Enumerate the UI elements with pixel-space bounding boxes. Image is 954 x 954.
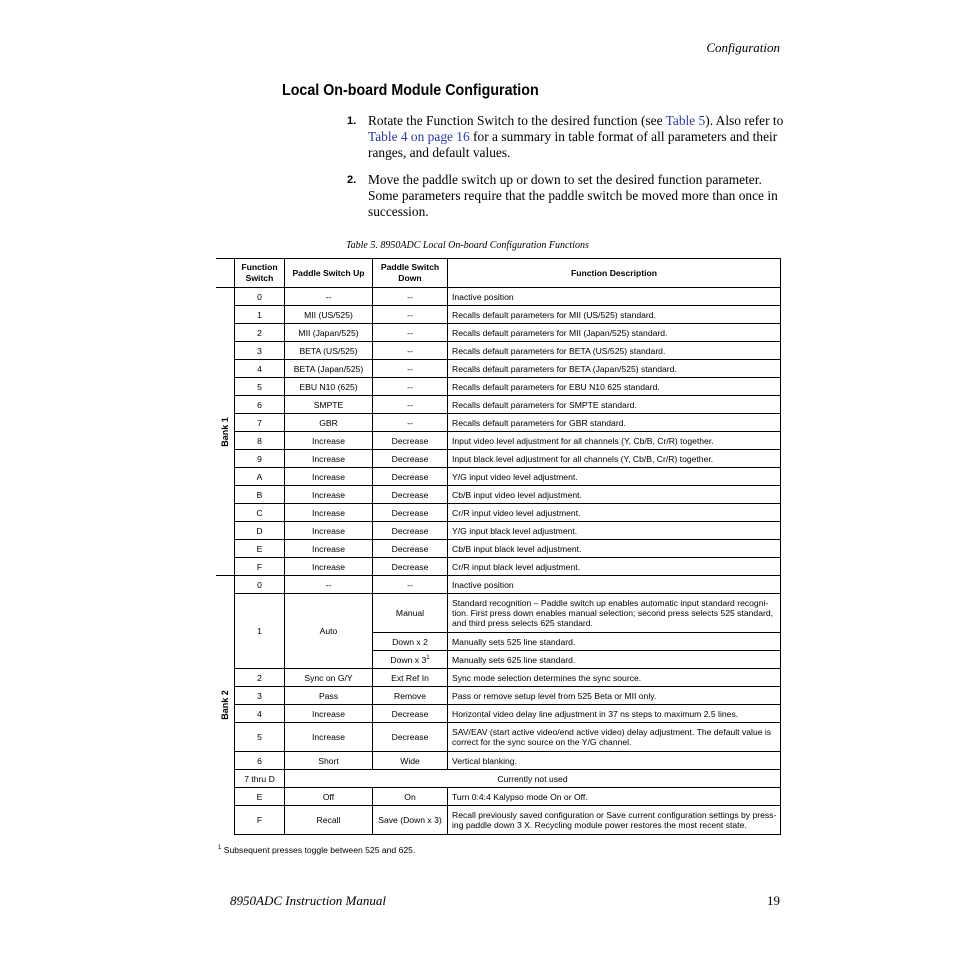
table-row [216,723,781,752]
description-cell: Y/G input black level adjustment. [448,522,781,540]
header-description: Function Description [448,259,781,288]
table-row [216,486,781,504]
table-row [216,576,781,594]
paddle-up-cell: Increase [285,468,373,486]
instruction-steps [347,113,787,231]
table-row [216,594,781,633]
step-2 [347,172,787,220]
description-cell: Inactive position [448,288,781,306]
description-cell: Standard recognition – Paddle switch up enables automatic input standard recogni-tion. First press down enables manual selection; second press selects 525 standard, and third press selects 625 standard. [448,594,781,633]
table-row [216,450,781,468]
paddle-down-cell: Wide [373,752,448,770]
bank-1-label: Bank 1 [220,416,230,447]
paddle-up-cell: BETA (Japan/525) [285,360,373,378]
switch-cell: 8 [235,432,285,450]
table-header-row [216,259,781,288]
paddle-up-cell: Pass [285,687,373,705]
bank-header-spacer [216,259,235,288]
paddle-up-cell: MII (Japan/525) [285,324,373,342]
table-row [216,806,781,835]
paddle-down-cell: Decrease [373,432,448,450]
paddle-down-cell: -- [373,324,448,342]
table-row [216,669,781,687]
step-text: Rotate the Function Switch to the desired function (see [368,113,666,128]
paddle-up-cell: Increase [285,705,373,723]
paddle-down-cell: Decrease [373,723,448,752]
description-cell: SAV/EAV (start active video/end active video) delay adjustment. The default value is correct for the sync source on the Y/G channel. [448,723,781,752]
description-cell: Pass or remove setup level from 525 Beta or MII only. [448,687,781,705]
paddle-up-cell: Increase [285,450,373,468]
paddle-down-cell: -- [373,414,448,432]
switch-cell: 3 [235,687,285,705]
table-caption: Table 5. 8950ADC Local On-board Configuration Functions [346,240,589,251]
switch-cell: 2 [235,669,285,687]
table-5-link[interactable]: Table 5 [665,113,706,128]
switch-cell: F [235,558,285,576]
switch-cell: 1 [235,594,285,669]
switch-cell: 0 [235,576,285,594]
description-cell: Manually sets 625 line standard. [448,651,781,669]
paddle-up-cell: Auto [285,594,373,669]
switch-cell: 9 [235,450,285,468]
paddle-up-cell: Increase [285,504,373,522]
table-row [216,414,781,432]
description-cell: Recalls default parameters for EBU N10 625 standard. [448,378,781,396]
table-row [216,342,781,360]
step-1 [347,113,787,161]
step-number: 2. [347,174,357,186]
paddle-down-cell: -- [373,360,448,378]
description-cell: Turn 0:4:4 Kalypso mode On or Off. [448,788,781,806]
description-cell: Manually sets 525 line standard. [448,633,781,651]
page-number: 19 [767,893,780,908]
bank-2-rows [216,576,781,835]
description-cell: Sync mode selection determines the sync source. [448,669,781,687]
bank-2-label: Bank 2 [220,690,230,720]
paddle-down-cell: Decrease [373,558,448,576]
table-row [216,687,781,705]
paddle-down-cell: Decrease [373,540,448,558]
switch-cell: A [235,468,285,486]
table-row [216,396,781,414]
switch-cell: 5 [235,723,285,752]
switch-cell: D [235,522,285,540]
footnote-mark: 1 [218,845,222,852]
paddle-up-cell: Short [285,752,373,770]
description-cell: Recalls default parameters for GBR standard. [448,414,781,432]
configuration-table-wrapper [216,258,781,835]
switch-cell: 3 [235,342,285,360]
paddle-up-cell: Increase [285,558,373,576]
paddle-up-cell: Increase [285,522,373,540]
switch-cell: 4 [235,360,285,378]
switch-cell: F [235,806,285,835]
paddle-down-cell: -- [373,378,448,396]
description-cell: Recall previously saved configuration or Save current configuration settings by press-ing paddle down 3 X. Recycling module power restores the most recent state. [448,806,781,835]
switch-cell: 0 [235,288,285,306]
switch-cell: C [235,504,285,522]
paddle-down-cell: -- [373,576,448,594]
paddle-up-cell: Increase [285,540,373,558]
paddle-up-cell: Increase [285,723,373,752]
paddle-down-cell: -- [373,288,448,306]
table-4-link[interactable]: Table 4 on page 16 [368,129,470,144]
step-number: 1. [347,115,357,127]
paddle-up-cell: -- [285,576,373,594]
bank-2-cell [216,576,235,835]
paddle-down-cell: On [373,788,448,806]
switch-cell: 6 [235,396,285,414]
switch-cell: E [235,540,285,558]
table-row [216,788,781,806]
table-row [216,468,781,486]
table-row [216,705,781,723]
step-text: for a summary in table format of all parameters and their ranges, and default values. [368,129,778,160]
table-row [216,540,781,558]
switch-cell: 2 [235,324,285,342]
paddle-up-cell: Sync on G/Y [285,669,373,687]
paddle-up-cell: BETA (US/525) [285,342,373,360]
description-cell: Recalls default parameters for MII (Japan/525) standard. [448,324,781,342]
paddle-down-cell: Save (Down x 3) [373,806,448,835]
paddle-down-cell: Down x 2 [373,633,448,651]
paddle-down-cell: -- [373,342,448,360]
description-cell: Input black level adjustment for all channels (Y, Cb/B, Cr/R) together. [448,450,781,468]
description-cell: Y/G input video level adjustment. [448,468,781,486]
paddle-down-cell: Decrease [373,450,448,468]
description-cell: Horizontal video delay line adjustment in 37 ns steps to maximum 2.5 lines. [448,705,781,723]
paddle-down-text: Down x 3 [390,654,427,665]
table-row [216,432,781,450]
header-paddle-up: Paddle Switch Up [285,259,373,288]
paddle-down-cell: -- [373,396,448,414]
description-cell: Vertical blanking. [448,752,781,770]
step-text: Move the paddle switch up or down to set the desired function parameter. Some parameters require that the paddle switch be moved more than once in succession. [368,172,778,219]
paddle-up-cell: -- [285,288,373,306]
paddle-up-cell: SMPTE [285,396,373,414]
bank-1-rows [216,288,781,576]
table-row [216,522,781,540]
description-cell: Cr/R input video level adjustment. [448,504,781,522]
table-row [216,360,781,378]
description-cell: Cb/B input video level adjustment. [448,486,781,504]
paddle-up-cell: Recall [285,806,373,835]
description-cell: Currently not used [285,770,781,788]
paddle-down-cell [373,651,448,669]
description-cell: Cb/B input black level adjustment. [448,540,781,558]
paddle-up-cell: EBU N10 (625) [285,378,373,396]
paddle-up-cell: GBR [285,414,373,432]
paddle-down-cell: Decrease [373,468,448,486]
table-row [216,752,781,770]
section-title: Local On-board Module Configuration [282,82,539,99]
paddle-up-cell: MII (US/525) [285,306,373,324]
paddle-down-cell: Decrease [373,522,448,540]
paddle-up-cell: Off [285,788,373,806]
paddle-up-cell: Increase [285,432,373,450]
table-row [216,306,781,324]
paddle-down-cell: -- [373,306,448,324]
table-row [216,288,781,306]
table-row [216,770,781,788]
configuration-table [216,258,781,835]
description-cell: Recalls default parameters for BETA (US/525) standard. [448,342,781,360]
paddle-down-cell: Decrease [373,705,448,723]
paddle-down-cell: Remove [373,687,448,705]
table-row [216,558,781,576]
switch-cell: B [235,486,285,504]
description-cell: Input video level adjustment for all channels (Y, Cb/B, Cr/R) together. [448,432,781,450]
switch-cell: E [235,788,285,806]
paddle-down-cell: Decrease [373,504,448,522]
paddle-down-cell: Decrease [373,486,448,504]
description-cell: Recalls default parameters for BETA (Japan/525) standard. [448,360,781,378]
description-cell: Inactive position [448,576,781,594]
running-header: Configuration [706,40,780,55]
header-paddle-down: Paddle Switch Down [373,259,448,288]
switch-cell: 7 thru D [235,770,285,788]
paddle-down-cell: Ext Ref In [373,669,448,687]
step-text: ). Also refer to [705,113,784,128]
bank-1-cell [216,288,235,576]
table-row [216,324,781,342]
description-cell: Recalls default parameters for MII (US/525) standard. [448,306,781,324]
switch-cell: 4 [235,705,285,723]
description-cell: Cr/R input black level adjustment. [448,558,781,576]
paddle-up-cell: Increase [285,486,373,504]
footnote-ref: 1 [426,654,430,661]
switch-cell: 6 [235,752,285,770]
table-row [216,504,781,522]
switch-cell: 5 [235,378,285,396]
paddle-down-cell: Manual [373,594,448,633]
table-row [216,378,781,396]
footnote-text: Subsequent presses toggle between 525 and 625. [221,845,416,855]
footer-manual-title: 8950ADC Instruction Manual [230,893,386,908]
switch-cell: 7 [235,414,285,432]
description-cell: Recalls default parameters for SMPTE standard. [448,396,781,414]
table-footnote [218,845,415,855]
switch-cell: 1 [235,306,285,324]
header-function-switch: Function Switch [235,259,285,288]
